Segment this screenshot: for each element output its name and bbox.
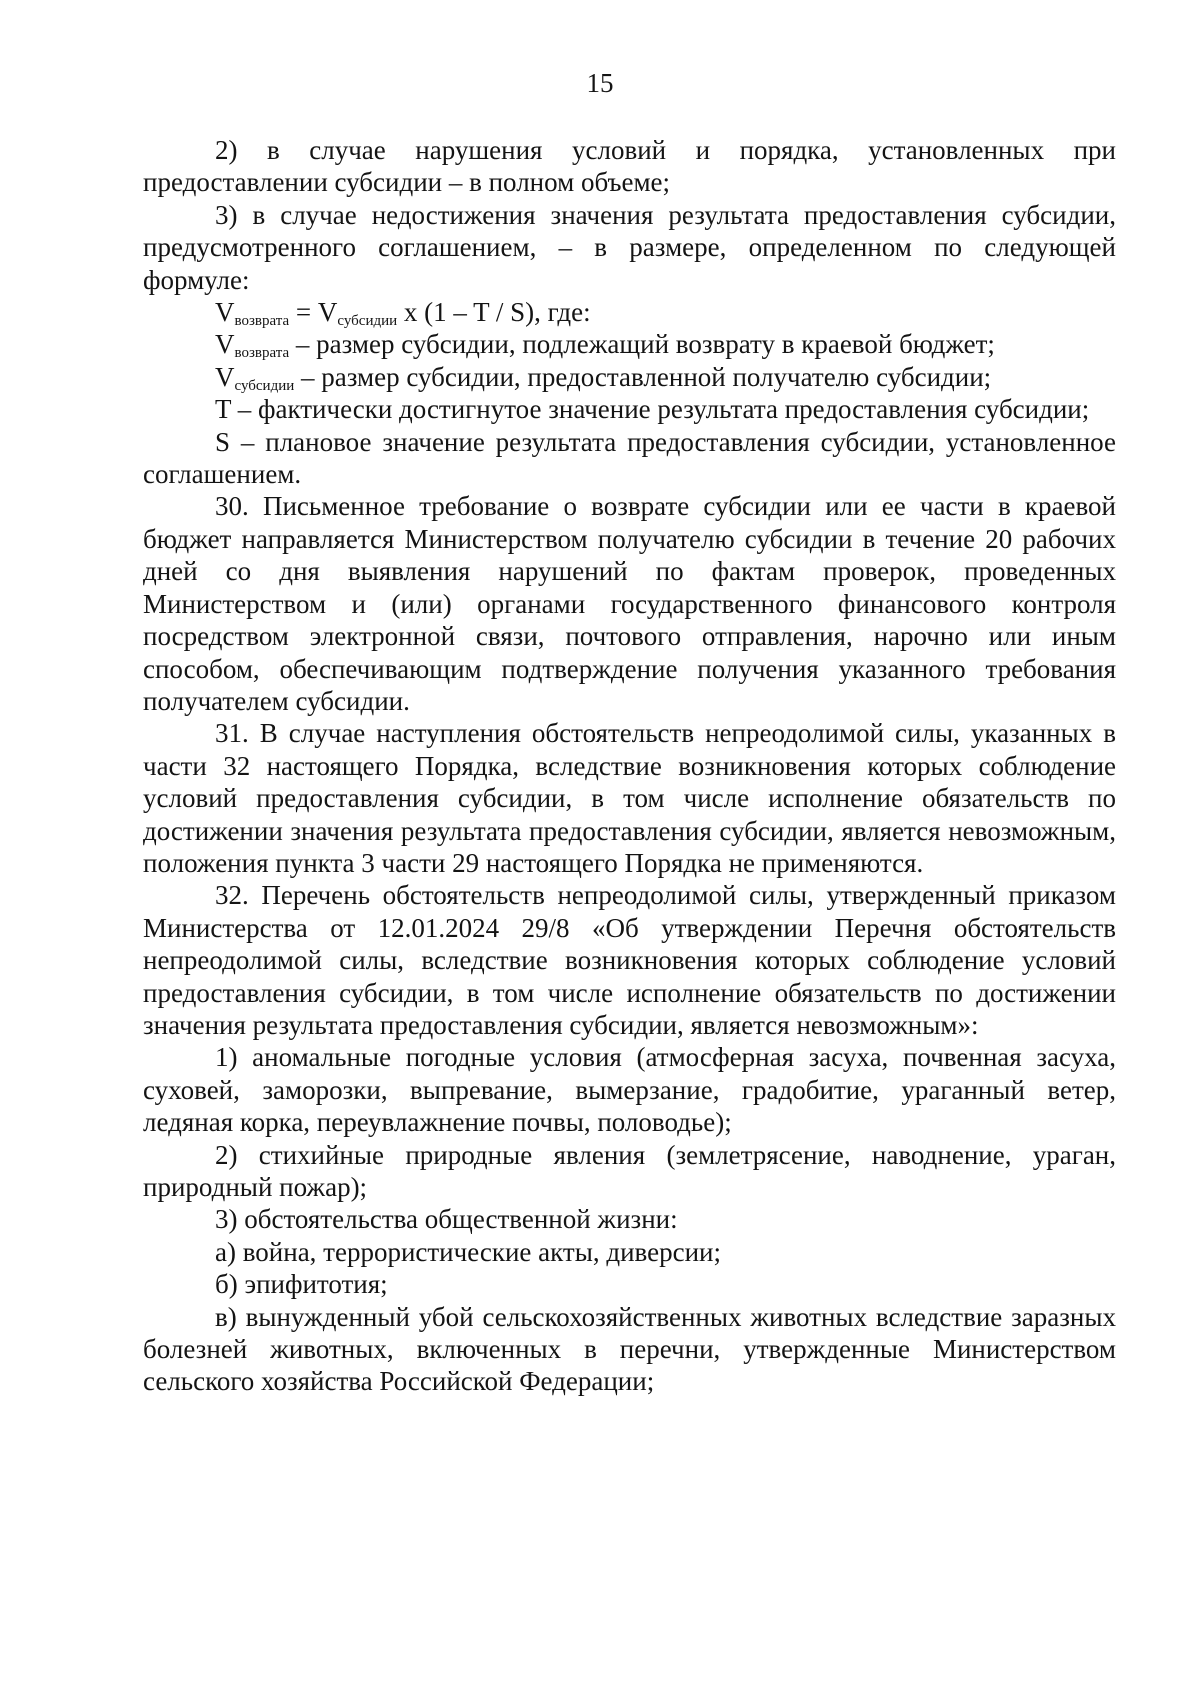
definition-v-subsidy: $V_{субсидии}$ – размер субсидии, предоставленной получателю субсидии; (215, 361, 992, 394)
paragraph-item-3: 3) в случае недостижения значения результата предоставления субсидии, предусмотренного соглашением, – в размере, определенном по следующей формуле: (143, 199, 1116, 295)
list-item-b: б) эпифитотия; (215, 1269, 388, 1300)
formula-v-subsidy: $V_{субсидии}$ (317, 297, 398, 330)
page-number: 15 (586, 68, 614, 98)
list-item-3: 3) обстоятельства общественной жизни: (215, 1204, 678, 1235)
paragraph-32: 32. Перечень обстоятельств непреодолимой силы, утвержденный приказом Министерства от 12.01.2024 29/8 «Об утверждении Перечня обстоятельств непреодолимой силы, вследствие возникновения которых соблюдение условий предоставления субсидии, в том числе исполнение обязательств по достижении значения результата предоставления субсидии, является невозможным»: (143, 880, 1116, 1040)
document-body (143, 134, 1116, 1398)
definition-t: T – фактически достигнутое значение результата предоставления субсидии; (215, 394, 1090, 425)
list-item-2: 2) стихийные природные явления (землетрясение, наводнение, ураган, природный пожар); (143, 1139, 1116, 1202)
paragraph-item-2: 2) в случае нарушения условий и порядка, установленных при предоставлении субсидии – в полном объеме; (143, 135, 1116, 198)
paragraph-30: 30. Письменное требование о возврате субсидии или ее части в краевой бюджет направляется Министерством получателю субсидии в течение 20 рабочих дней со дня выявления нарушений по фактам проверок, проведенных Министерством и (или) органами государственного финансового контроля посредством электронной связи, почтового отправления, нарочно или иным способом, обеспечивающим подтверждение получения указанного требования получателем субсидии. (143, 491, 1116, 716)
definition-s: S – плановое значение результата предоставления субсидии, установленное соглашением. (143, 426, 1116, 490)
paragraph-31: 31. В случае наступления обстоятельств непреодолимой силы, указанных в части 32 настоящего Порядка, вследствие возникновения которых соблюдение условий предоставления субсидии, в том числе исполнение обязательств по достижении значения результата предоставления субсидии, является невозможным, положения пункта 3 части 29 настоящего Порядка не применяются. (143, 718, 1116, 878)
definition-v-return: $V_{возврата}$ – размер субсидии, подлежащий возврату в краевой бюджет; (215, 329, 995, 362)
return-formula: $V_{возврата} = V_{субсидии}$ x (1 – T / S), где: (215, 297, 591, 330)
list-item-a: а) война, террористические акты, диверсии; (215, 1236, 721, 1267)
list-item-v: в) вынужденный убой сельскохозяйственных животных вследствие заразных болезней животных, включенных в перечни, утвержденные Министерством сельского хозяйства Российской Федерации; (143, 1301, 1116, 1397)
formula-v-return: $V_{возврата}$ (215, 297, 290, 330)
list-item-1: 1) аномальные погодные условия (атмосферная засуха, почвенная засуха, суховей, заморозки, выпревание, вымерзание, градобитие, ураганный ветер, ледяная корка, переувлажнение почвы, половодье); (143, 1042, 1116, 1138)
